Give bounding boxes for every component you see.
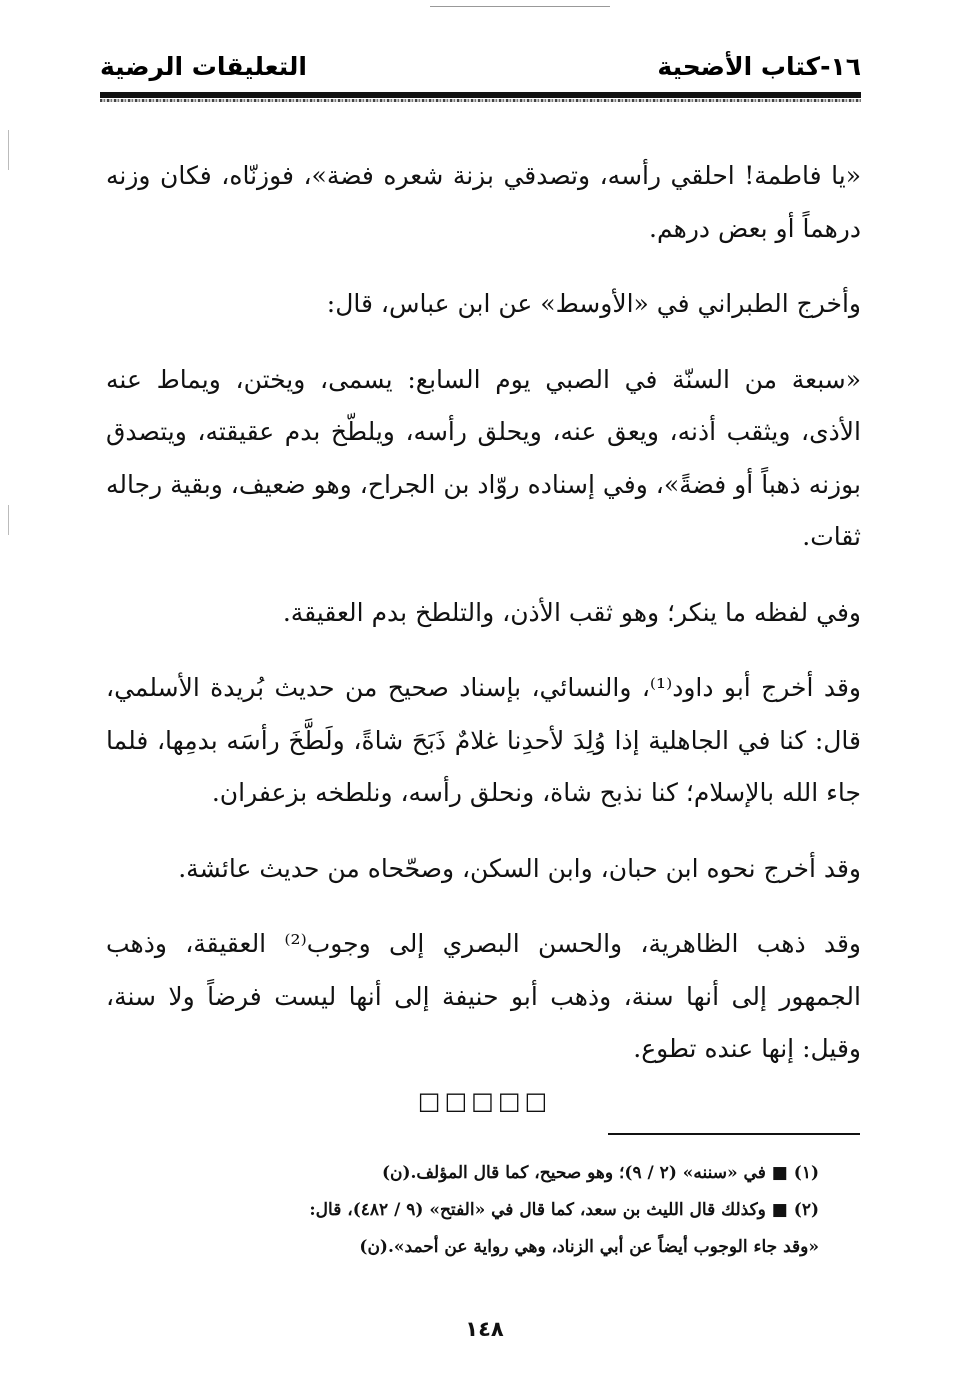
scan-margin-tick — [8, 505, 9, 535]
paragraph: «يا فاطمة! احلقي رأسه، وتصدقي بزنة شعره فضة»، فوزنّاه، فكان وزنه درهماً أو بعض درهم. — [106, 161, 861, 243]
book-title-header: التعليقات الرضية — [100, 52, 307, 81]
paragraph: وقد أخرج أبو داود⁽¹⁾، والنسائي، بإسناد صحيح من حديث بُريدة الأسلمي، قال: كنا في الجاهلية إذا وُلِدَ لأحدِنا غلامٌ ذَبَحَ شاةً، ولَطَّخَ رأسَه بدمِها، فلما جاء الله بالإسلام؛ كنا نذبح شاة، ونحلق رأسه، ونلطخه بزعفران. — [106, 673, 861, 807]
chapter-header: ١٦-كتاب الأضحية — [657, 52, 861, 81]
footnotes — [259, 1155, 819, 1266]
paragraph: وفي لفظه ما ينكر؛ وهو ثقب الأذن، والتلطخ بدم العقيقة. — [282, 597, 861, 627]
scan-margin-tick — [8, 130, 9, 170]
paragraph: «سبعة من السنّة في الصبي يوم السابع: يسمى، ويختن، ويماط عنه الأذى، ويثقب أذنه، ويعق عنه، ويحلق رأسه، ويلطّخ بدم عقيقته، ويتصدق بوزنه ذهباً أو فضةً»، وفي إسناده روّاد بن الجراح، وهو ضعيف، وبقية رجاله ثقات. — [106, 364, 861, 551]
footnote-separator — [608, 1133, 860, 1135]
footnote-2: (٢) ■ وكذلك قال الليث بن سعد، كما قال في «الفتح» (٩ / ٤٨٢)، قال: — [309, 1200, 819, 1220]
header-rule — [100, 92, 861, 98]
footnote-1: (١) ■ في «سننه» (٢ / ٩)؛ وهو صحيح، كما قال المؤلف.(ن) — [381, 1163, 819, 1183]
header-rule-texture — [100, 99, 861, 102]
scan-edge-mark — [430, 6, 610, 7]
paragraph: وقد ذهب الظاهرية، والحسن البصري إلى وجوب⁽²⁾ العقيقة، وذهب الجمهور إلى أنها سنة، وذهب أبو حنيفة إلى أنها ليست فرضاً ولا سنة، وقيل: إنها عنده تطوع. — [106, 929, 861, 1063]
footnote-2-continued: «وقد جاء الوجوب أيضاً عن أبي الزناد، وهي رواية عن أحمد».(ن) — [359, 1237, 819, 1257]
paragraph: وقد أخرج نحوه ابن حبان، وابن السكن، وصحّحاه من حديث عائشة. — [178, 853, 861, 883]
section-divider-ornament: □□□□□ — [417, 1087, 552, 1115]
page-number: ١٤٨ — [465, 1317, 504, 1341]
main-text — [106, 150, 861, 1099]
paragraph: وأخرج الطبراني في «الأوسط» عن ابن عباس، قال: — [326, 289, 861, 318]
